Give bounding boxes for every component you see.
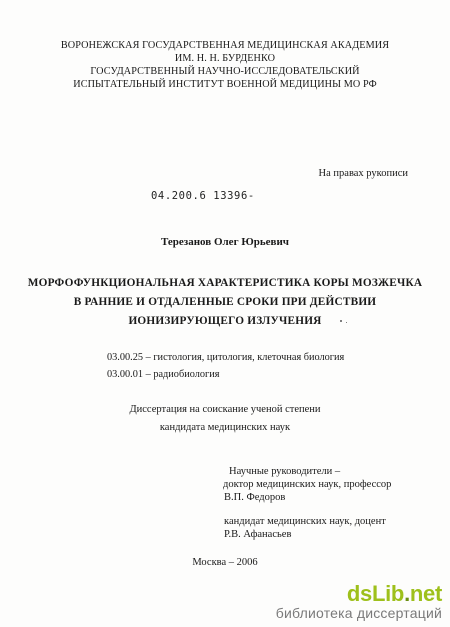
watermark-subtitle: библиотека диссертаций <box>275 605 442 621</box>
institution-line-4: ИСПЫТАТЕЛЬНЫЙ ИНСТИТУТ ВОЕННОЙ МЕДИЦИНЫ МО РФ <box>73 79 377 90</box>
dslib-watermark <box>276 583 442 621</box>
supervisor-2-name: Р.В. Афанасьев <box>224 529 292 540</box>
dissertation-title-line-1: МОРФОФУНКЦИОНАЛЬНАЯ ХАРАКТЕРИСТИКА КОРЫ МОЗЖЕЧКА <box>27 277 423 289</box>
supervisor-1-title: доктор медицинских наук, профессор <box>223 479 392 490</box>
watermark-brand <box>276 583 442 605</box>
institution-line-1: ВОРОНЕЖСКАЯ ГОСУДАРСТВЕННАЯ МЕДИЦИНСКАЯ АКАДЕМИЯ <box>60 40 390 51</box>
institution-line-2: ИМ. Н. Н. БУРДЕНКО <box>174 53 276 64</box>
scan-speck <box>346 322 347 323</box>
supervisors-heading: Научные руководители – <box>229 466 341 477</box>
watermark-brand-dot: . <box>404 581 410 606</box>
scan-speck <box>340 320 342 322</box>
degree-line-2: кандидата медицинских наук <box>159 422 291 433</box>
institution-line-3: ГОСУДАРСТВЕННЫЙ НАУЧНО-ИССЛЕДОВАТЕЛЬСКИЙ <box>90 66 360 77</box>
dissertation-title-line-3: ИОНИЗИРУЮЩЕГО ИЗЛУЧЕНИЯ <box>128 315 322 327</box>
watermark-brand-tld: net <box>409 581 442 606</box>
degree-line-1: Диссертация на соискание ученой степени <box>129 404 321 415</box>
manuscript-rights-note: На правах рукописи <box>318 168 408 179</box>
specialty-line-1: 03.00.25 – гистология, цитология, клеточная биология <box>107 352 345 363</box>
specialty-line-2: 03.00.01 – радиобиология <box>107 369 220 380</box>
dissertation-title-line-2: В РАННИЕ И ОТДАЛЕННЫЕ СРОКИ ПРИ ДЕЙСТВИИ <box>73 296 377 308</box>
place-and-year: Москва – 2006 <box>192 557 258 568</box>
supervisor-2-title: кандидат медицинских наук, доцент <box>224 516 386 527</box>
watermark-brand-main: dsLib <box>346 581 405 606</box>
supervisor-1-name: В.П. Федоров <box>224 492 286 503</box>
registration-stamp: 04.200.6 13396- <box>151 190 255 202</box>
author-name: Терезанов Олег Юрьевич <box>160 236 289 248</box>
